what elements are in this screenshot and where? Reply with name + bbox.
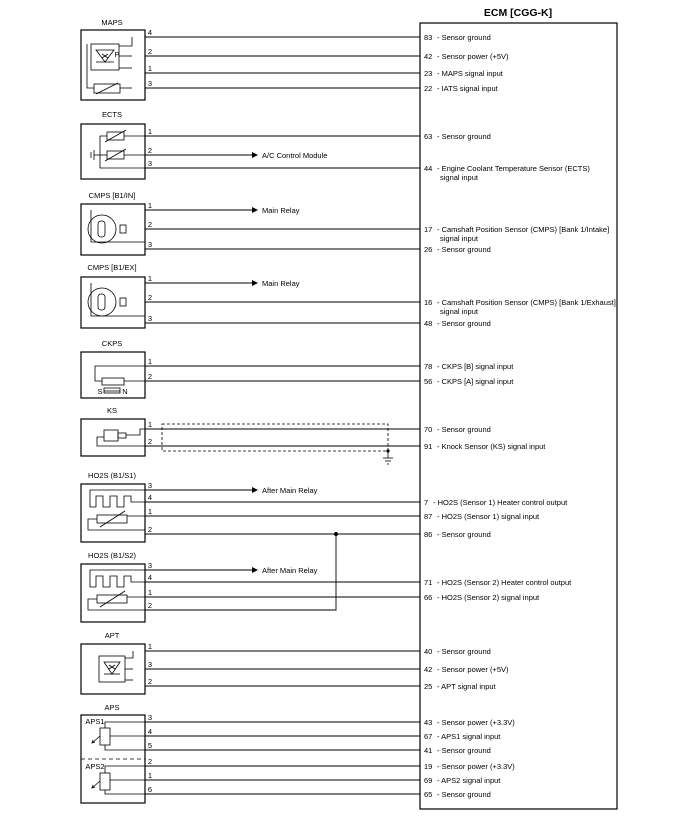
ho2s-s1-box <box>81 484 145 542</box>
ecm-signal-label: - Sensor power (+3.3V) <box>437 718 515 727</box>
ecm-signal-label: - Sensor ground <box>437 746 491 755</box>
ks-name: KS <box>106 406 118 415</box>
component-pin-number: 3 <box>147 561 153 570</box>
external-connection-label: A/C Control Module <box>262 151 328 160</box>
ecm-signal-label: - Sensor ground <box>437 33 491 42</box>
component-pin-number: 3 <box>147 660 153 669</box>
ecm-signal-label: - Sensor ground <box>437 132 491 141</box>
aps2-label: APS2 <box>85 762 105 771</box>
shield-ground-icon <box>383 449 393 464</box>
external-connection-label: After Main Relay <box>262 486 318 495</box>
ecm-signal-label: - CKPS [B] signal input <box>437 362 514 371</box>
ecm-signal-label: - HO2S (Sensor 1) Heater control output <box>433 498 568 507</box>
ecm-pin-number: 63 <box>424 132 433 141</box>
component-pin-number: 3 <box>147 314 153 323</box>
component-pin-number: 1 <box>147 201 153 210</box>
ho2s-s1-name: HO2S (B1/S1) <box>88 471 136 480</box>
ecm-signal-label: - HO2S (Sensor 2) signal input <box>437 593 540 602</box>
ecm-signal-label: - APT signal input <box>437 682 496 691</box>
ho2s-s1-wire <box>145 481 318 495</box>
maps-name: MAPS <box>101 18 123 27</box>
ecm-signal-label: - IATS signal input <box>437 84 498 93</box>
ecm-pin-number: 17 <box>424 225 433 234</box>
ecm-pin-number: 26 <box>424 245 433 254</box>
ecm-pin-number: 48 <box>424 319 433 328</box>
component-pin-number: 1 <box>147 274 153 283</box>
aps-name: APS <box>104 703 120 712</box>
arrow-icon <box>252 152 258 158</box>
ecm-pin-number: 44 <box>424 164 433 173</box>
cmps-in-wire <box>145 201 300 215</box>
component-pin-number: 4 <box>147 28 153 37</box>
ecm-signal-label: - APS1 signal input <box>437 732 501 741</box>
ecm-signal-label: - APS2 signal input <box>437 776 501 785</box>
ks-shield <box>162 424 388 451</box>
ecm-signal-label: - Sensor ground <box>437 647 491 656</box>
ecm-pin-number: 19 <box>424 762 433 771</box>
ckps-name: CKPS <box>101 339 123 348</box>
component-pin-number: 2 <box>147 372 153 381</box>
ecm-pin-number: 40 <box>424 647 433 656</box>
ecm-signal-label: - CKPS [A] signal input <box>437 377 514 386</box>
ecm-signal-label: - Sensor ground <box>437 245 491 254</box>
ecm-signal-label: - Camshaft Position Sensor (CMPS) [Bank 1/Intake] <box>437 225 610 234</box>
ecm-signal-label: - HO2S (Sensor 2) Heater control output <box>437 578 572 587</box>
component-pin-number: 3 <box>147 713 153 722</box>
ecm-pin-number: 22 <box>424 84 433 93</box>
ecm-signal-label: - Sensor power (+5V) <box>437 665 509 674</box>
external-connection-label: After Main Relay <box>262 566 318 575</box>
component-pin-number: 2 <box>147 437 153 446</box>
ho2s-s2-wire <box>145 561 318 575</box>
ecm-pin-number: 83 <box>424 33 433 42</box>
component-pin-number: 2 <box>147 293 153 302</box>
component-pin-number: 3 <box>147 481 153 490</box>
external-connection-label: Main Relay <box>262 206 300 215</box>
ecm-pin-number: 41 <box>424 746 433 755</box>
ecm-pin-number: 23 <box>424 69 433 78</box>
component-pin-number: 1 <box>147 127 153 136</box>
ho2s-s2-box <box>81 564 145 622</box>
component-pin-number: 1 <box>147 420 153 429</box>
ckps-n-pole: N <box>122 387 128 396</box>
component-pin-number: 3 <box>147 240 153 249</box>
ecm-pin-number: 87 <box>424 512 433 521</box>
ecm-pin-number: 42 <box>424 52 433 61</box>
component-pin-number: 1 <box>147 771 153 780</box>
arrow-icon <box>252 567 258 573</box>
component-pin-number: 1 <box>147 642 153 651</box>
component-pin-number: 2 <box>147 47 153 56</box>
apt-box <box>81 644 145 694</box>
ecm-signal-label: - Engine Coolant Temperature Sensor (ECTS) <box>437 164 590 173</box>
ecm-pin-number: 69 <box>424 776 433 785</box>
component-pin-number: 2 <box>147 757 153 766</box>
apt-name: APT <box>104 631 120 640</box>
cmps-in-component <box>81 191 145 255</box>
cmps-in-name: CMPS [B1/IN] <box>88 191 136 200</box>
component-pin-number: 2 <box>147 601 153 610</box>
component-pin-number: 6 <box>147 785 153 794</box>
ecm-pin-number: 78 <box>424 362 433 371</box>
component-pin-number: 4 <box>147 727 153 736</box>
svg-text:P: P <box>114 50 120 59</box>
ecm-pin-number: 70 <box>424 425 433 434</box>
ecm-signal-label: - Sensor ground <box>437 319 491 328</box>
cmps-ex-name: CMPS [B1/EX] <box>87 263 137 272</box>
component-pin-number: 1 <box>147 64 153 73</box>
component-pin-number: 5 <box>147 741 153 750</box>
ecm-signal-label: - Sensor ground <box>437 425 491 434</box>
arrow-icon <box>252 207 258 213</box>
aps-component <box>81 703 145 803</box>
component-pin-number: 2 <box>147 677 153 686</box>
ecm-title: ECM [CGG-K] <box>483 7 553 19</box>
ecm-signal-label: - HO2S (Sensor 1) signal input <box>437 512 540 521</box>
ecm-pin-number: 7 <box>424 498 429 507</box>
ecm-signal-label: - MAPS signal input <box>437 69 503 78</box>
ecm-pin-number: 56 <box>424 377 433 386</box>
ecm-pin-number: 66 <box>424 593 433 602</box>
ho2s-s2-component <box>81 551 145 622</box>
ects-wire <box>145 146 327 160</box>
cmps-ex-component <box>81 263 145 328</box>
ects-component <box>81 110 145 179</box>
arrow-icon <box>252 487 258 493</box>
aps1-label: APS1 <box>85 717 105 726</box>
arrow-icon <box>252 280 258 286</box>
ecm-pin-number: 67 <box>424 732 433 741</box>
ckps-component <box>81 339 145 398</box>
ecm-signal-label: - Camshaft Position Sensor (CMPS) [Bank 1/Exhaust] <box>437 298 616 307</box>
ecm-signal-label-cont: signal input <box>440 234 478 243</box>
ecm-pin-number: 65 <box>424 790 433 799</box>
ecm-signal-label: - Sensor ground <box>437 530 491 539</box>
ects-name: ECTS <box>101 110 123 119</box>
component-pin-number: 2 <box>147 146 153 155</box>
ecm-signal-label: - Knock Sensor (KS) signal input <box>437 442 546 451</box>
ecm-pin-number: 43 <box>424 718 433 727</box>
ho2s-s1-component <box>81 471 145 542</box>
component-pin-number: 1 <box>147 357 153 366</box>
component-pin-number: 1 <box>147 588 153 597</box>
ckps-s-pole: S <box>97 387 103 396</box>
component-pin-number: 1 <box>147 507 153 516</box>
ecm-signal-label-cont: signal input <box>440 173 478 182</box>
ecm-signal-label: - Sensor power (+3.3V) <box>437 762 515 771</box>
ecm-signal-label: - Sensor ground <box>437 790 491 799</box>
ks-component <box>81 406 393 464</box>
component-pin-number: 4 <box>147 573 153 582</box>
component-pin-number: 4 <box>147 493 153 502</box>
component-pin-number: 3 <box>147 79 153 88</box>
ecm-pin-number: 91 <box>424 442 433 451</box>
ecm-pin-number: 25 <box>424 682 433 691</box>
maps-component <box>81 18 145 100</box>
component-pin-number: 3 <box>147 159 153 168</box>
ecm-pin-number: 86 <box>424 530 433 539</box>
ecm-pin-number: 71 <box>424 578 433 587</box>
maps-box <box>81 30 145 100</box>
apt-component <box>81 631 145 694</box>
ecm-pin-number: 16 <box>424 298 433 307</box>
component-pin-number: 2 <box>147 220 153 229</box>
splice-point <box>334 532 338 536</box>
cmps-ex-wire <box>145 274 300 288</box>
ks-box <box>81 419 145 456</box>
ho2s-s2-name: HO2S (B1/S2) <box>88 551 136 560</box>
external-connection-label: Main Relay <box>262 279 300 288</box>
ecm-signal-label: - Sensor power (+5V) <box>437 52 509 61</box>
ecm-signal-label-cont: signal input <box>440 307 478 316</box>
component-pin-number: 2 <box>147 525 153 534</box>
ecm-pin-number: 42 <box>424 665 433 674</box>
